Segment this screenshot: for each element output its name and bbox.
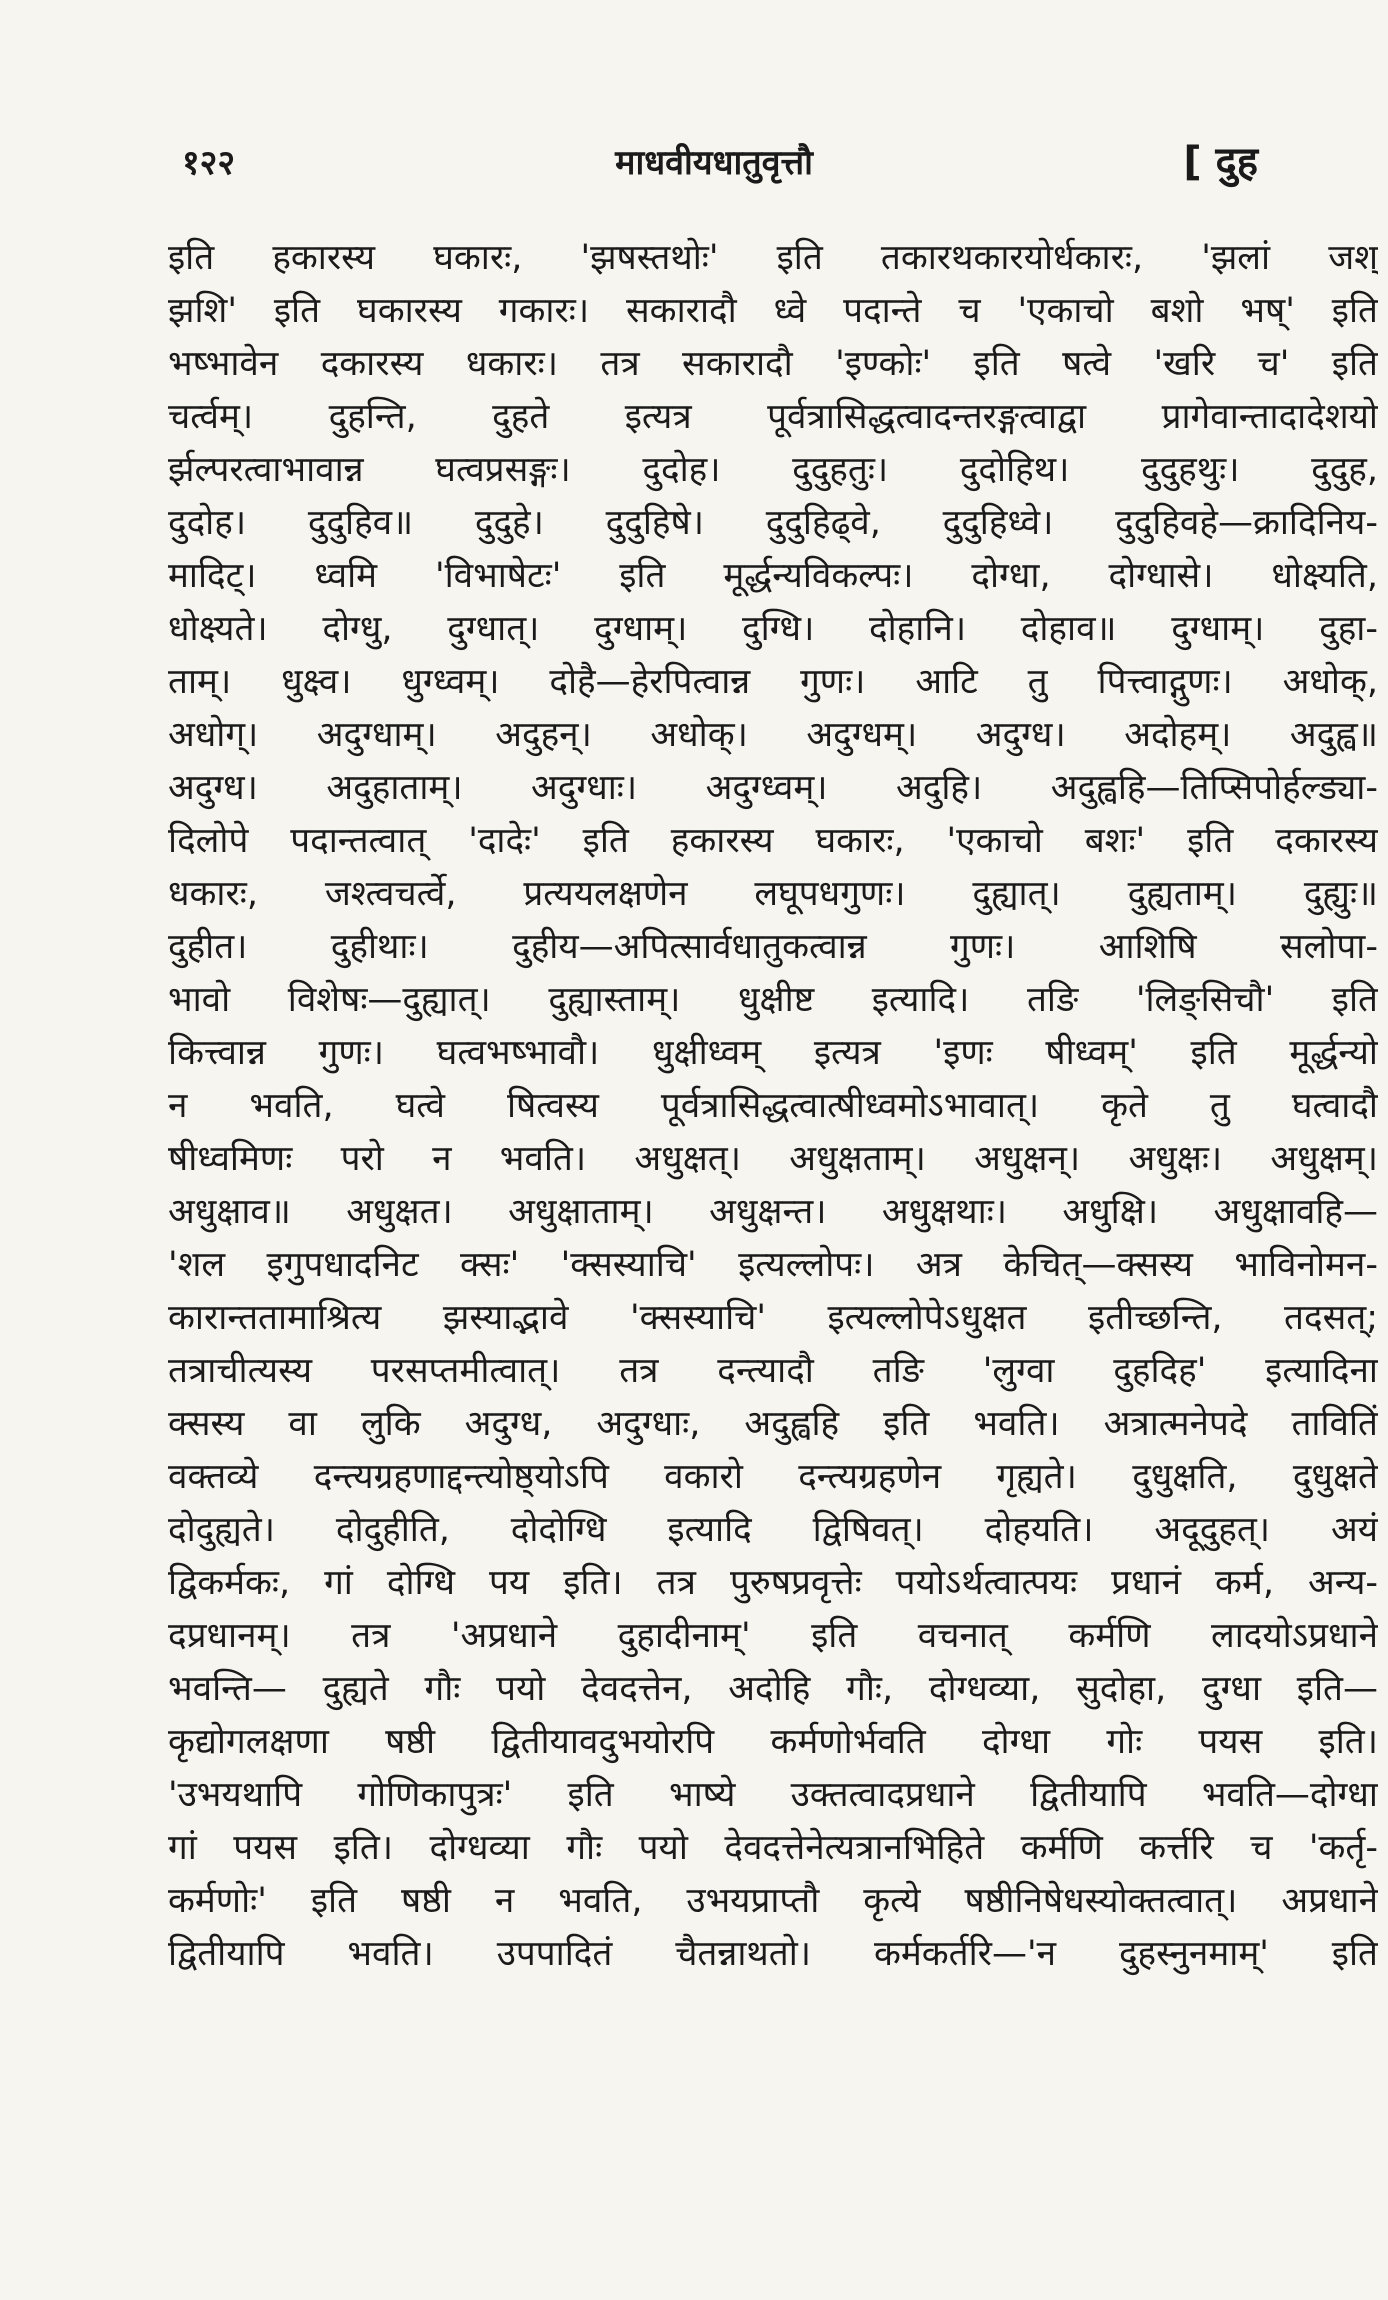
- text-line: 'उभयथापि गोणिकापुत्रः' इति भाष्ये उक्तत्वादप्रधाने द्वितीयापि भवति—दोग्धा: [168, 1775, 1378, 1815]
- text-line: दप्रधानम्। तत्र 'अप्रधाने दुहादीनाम्' इति वचनात् कर्मणि लादयोऽप्रधाने: [168, 1616, 1378, 1656]
- text-line: अदुग्ध। अदुहाताम्। अदुग्धाः। अदुग्ध्वम्। अदुहि। अदुह्वहि—तिप्सिपोर्हल्ड्या-: [168, 768, 1378, 808]
- text-line: धोक्ष्यते। दोग्धु, दुग्धात्। दुग्धाम्। दुग्धि। दोहानि। दोहाव॥ दुग्धाम्। दुहा-: [168, 609, 1378, 649]
- text-line: कृद्योगलक्षणा षष्ठी द्वितीयावदुभयोरपि कर्मणोर्भवति दोग्धा गोः पयस इति।: [168, 1722, 1378, 1762]
- text-line: र्झल्परत्वाभावान्न घत्वप्रसङ्गः। दुदोह। दुदुहतुः। दुदोहिथ। दुदुहथुः। दुदुह,: [168, 450, 1378, 490]
- text-line: न भवति, घत्वे षित्वस्य पूर्वत्रासिद्धत्वात्षीध्वमोऽभावात्। कृते तु घत्वादौ: [168, 1086, 1378, 1126]
- text-line: कर्मणोः' इति षष्ठी न भवति, उभयप्राप्तौ कृत्ये षष्ठीनिषेधस्योक्तत्वात्। अप्रधाने: [168, 1881, 1378, 1921]
- text-line: इति हकारस्य घकारः, 'झषस्तथोः' इति तकारथकारयोर्धकारः, 'झलां जश्: [168, 238, 1378, 278]
- running-title: माधवीयधातुवृत्तौ: [615, 143, 813, 183]
- text-line: ताम्। धुक्ष्व। धुग्ध्वम्। दोहै—हेरपित्वान्न गुणः। आटि तु पित्त्वाद्गुणः। अधोक्,: [168, 662, 1378, 702]
- text-line: कारान्ततामाश्रित्य झस्याद्भावे 'क्सस्याचि' इत्यल्लोपेऽधुक्षत इतीच्छन्ति, तदसत्;: [168, 1298, 1378, 1338]
- section-marker: [ दुह: [1183, 139, 1258, 185]
- body-text: [168, 232, 1378, 1981]
- text-line: भावो विशेषः—दुह्यात्। दुह्यास्ताम्। धुक्षीष्ट इत्यादि। तङि 'लिङ्सिचौ' इति: [168, 980, 1378, 1020]
- text-line: दिलोपे पदान्तत्वात् 'दादेः' इति हकारस्य घकारः, 'एकाचो बशः' इति दकारस्य: [168, 821, 1378, 861]
- text-line: 'शल इगुपधादनिट क्सः' 'क्सस्याचि' इत्यल्लोपः। अत्र केचित्—क्सस्य भाविनोमन-: [168, 1245, 1378, 1285]
- text-line: द्विकर्मकः, गां दोग्धि पय इति। तत्र पुरुषप्रवृत्तेः पयोऽर्थत्वात्पयः प्रधानं कर्म, अन्य-: [168, 1563, 1378, 1603]
- text-line: द्वितीयापि भवति। उपपादितं चैतन्नाथतो। कर्मकर्तरि—'न दुहस्नुनमाम्' इति: [168, 1934, 1378, 1974]
- text-line: क्सस्य वा लुकि अदुग्ध, अदुग्धाः, अदुह्वहि इति भवति। अत्रात्मनेपदे तावितिं: [168, 1404, 1378, 1444]
- text-line: कित्त्वान्न गुणः। घत्वभष्भावौ। धुक्षीध्वम् इत्यत्र 'इणः षीध्वम्' इति मूर्द्धन्यो: [168, 1033, 1378, 1073]
- text-line: दोदुह्यते। दोदुहीति, दोदोग्धि इत्यादि द्विषिवत्। दोहयति। अदूदुहत्। अयं: [168, 1510, 1378, 1550]
- text-line: तत्राचीत्यस्य परसप्तमीत्वात्। तत्र दन्त्यादौ तङि 'लुग्वा दुहदिह' इत्यादिना: [168, 1351, 1378, 1391]
- text-line: दुदोह। दुदुहिव॥ दुदुहे। दुदुहिषे। दुदुहिढ्वे, दुदुहिध्वे। दुदुहिवहे—क्रादिनिय-: [168, 503, 1378, 543]
- text-line: झशि' इति घकारस्य गकारः। सकारादौ ध्वे पदान्ते च 'एकाचो बशो भष्' इति: [168, 291, 1378, 331]
- text-line: वक्तव्ये दन्त्यग्रहणाद्दन्त्योष्ठ्योऽपि वकारो दन्त्यग्रहणेन गृह्यते। दुधुक्षति, दुधुक्षते: [168, 1457, 1378, 1497]
- text-line: चर्त्वम्। दुहन्ति, दुहते इत्यत्र पूर्वत्रासिद्धत्वादन्तरङ्गत्वाद्वा प्रागेवान्तादादेशयो: [168, 397, 1378, 437]
- text-line: भवन्ति— दुह्यते गौः पयो देवदत्तेन, अदोहि गौः, दोग्धव्या, सुदोहा, दुग्धा इति—: [168, 1669, 1378, 1709]
- text-line: मादिट्। ध्वमि 'विभाषेटः' इति मूर्द्धन्यविकल्पः। दोग्धा, दोग्धासे। धोक्ष्यति,: [168, 556, 1378, 596]
- running-head: [160, 138, 1268, 188]
- text-line: गां पयस इति। दोग्धव्या गौः पयो देवदत्तेनेत्यत्रानभिहिते कर्मणि कर्त्तरि च 'कर्तृ-: [168, 1828, 1378, 1868]
- page-number: १२२: [182, 143, 236, 183]
- text-line: धकारः, जश्त्वचर्त्वे, प्रत्ययलक्षणेन लघूपधगुणः। दुह्यात्। दुह्यताम्। दुह्युः॥: [168, 874, 1378, 914]
- text-line: दुहीत। दुहीथाः। दुहीय—अपित्सार्वधातुकत्वान्न गुणः। आशिषि सलोपा-: [168, 927, 1378, 967]
- text-line: अधोग्। अदुग्धाम्। अदुहन्। अधोक्। अदुग्धम्। अदुग्ध। अदोहम्। अदुह्व॥: [168, 715, 1378, 755]
- text-line: भष्भावेन दकारस्य धकारः। तत्र सकारादौ 'इण्कोः' इति षत्वे 'खरि च' इति: [168, 344, 1378, 384]
- text-line: षीध्वमिणः परो न भवति। अधुक्षत्। अधुक्षताम्। अधुक्षन्। अधुक्षः। अधुक्षम्।: [168, 1139, 1378, 1179]
- text-line: अधुक्षाव॥ अधुक्षत। अधुक्षाताम्। अधुक्षन्त। अधुक्षथाः। अधुक्षि। अधुक्षावहि—: [168, 1192, 1378, 1232]
